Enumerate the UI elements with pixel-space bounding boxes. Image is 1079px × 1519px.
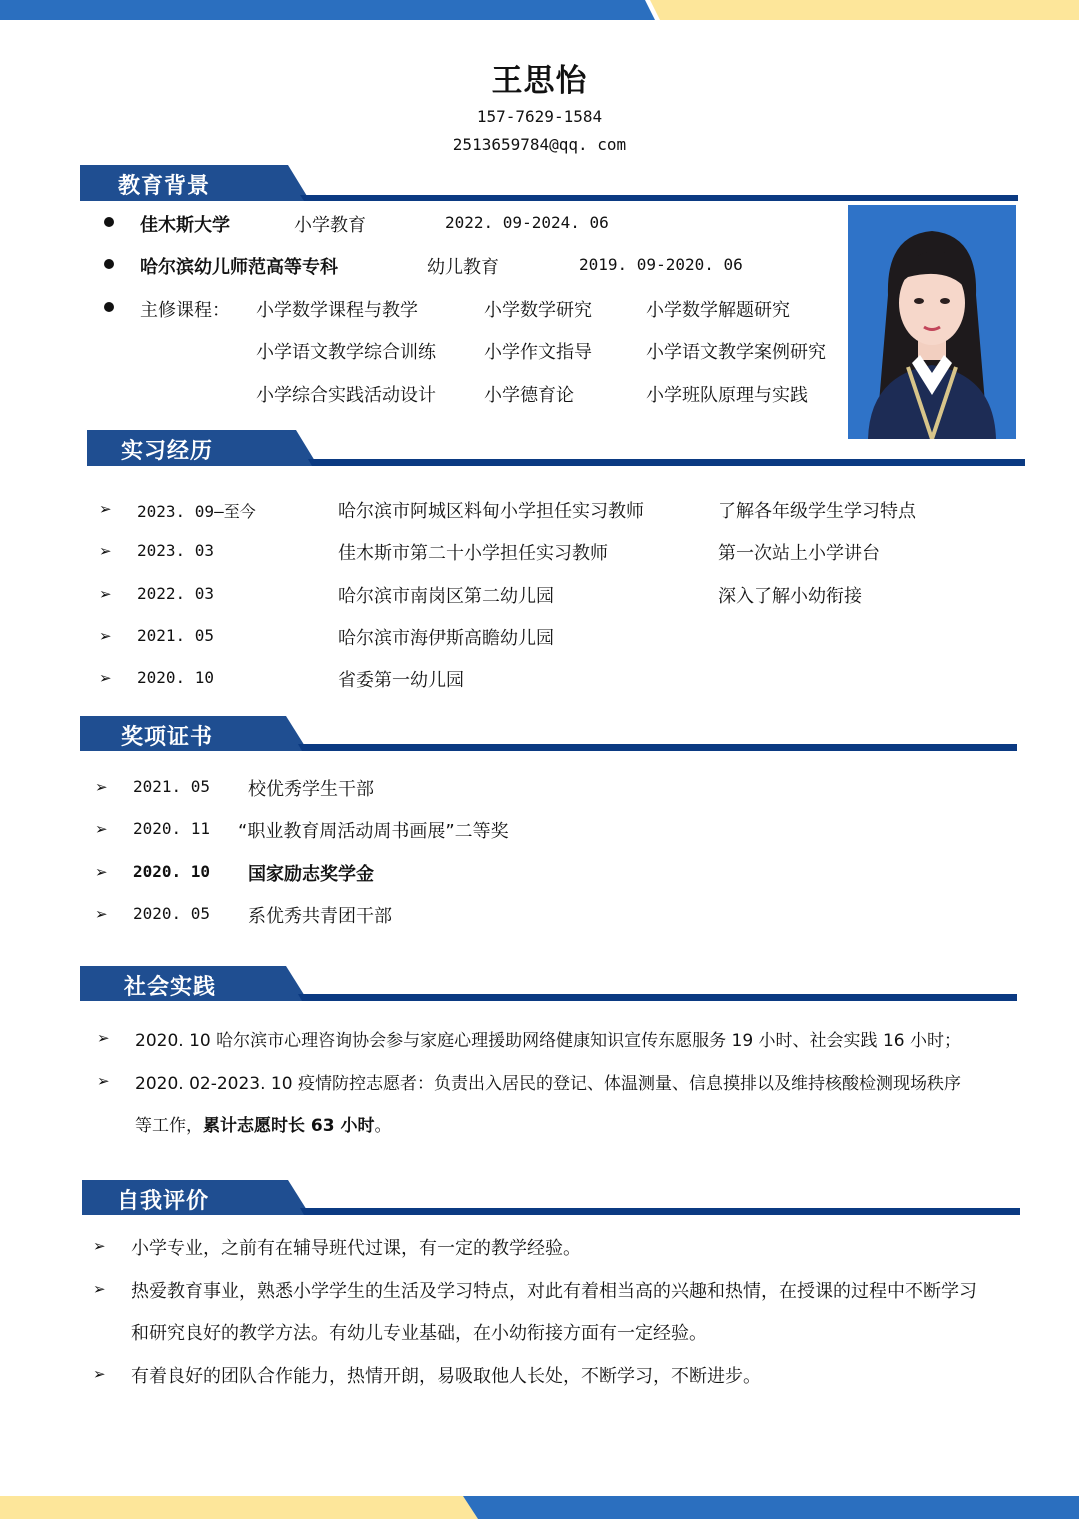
intern-note: 了解各年级学生学习特点 bbox=[718, 501, 916, 522]
candidate-name: 王思怡 bbox=[491, 63, 588, 99]
practice-item-continued bbox=[135, 1111, 392, 1136]
intern-date: 2020. 10 bbox=[137, 668, 215, 687]
school-name: 哈尔滨幼儿师范高等专科 bbox=[140, 257, 338, 278]
award-name: 校优秀学生干部 bbox=[248, 779, 374, 800]
section-title: 奖项证书 bbox=[121, 725, 214, 750]
highlight-text: 累计志愿时长 63 小时 bbox=[203, 1116, 375, 1136]
self-eval-item: 小学专业，之前有在辅导班代过课，有一定的教学经验。 bbox=[131, 1238, 581, 1259]
phone-number: 157-7629-1584 bbox=[476, 107, 603, 126]
award-name: 国家励志奖学金 bbox=[248, 864, 374, 885]
intern-place: 哈尔滨市阿城区料甸小学担任实习教师 bbox=[338, 501, 644, 522]
bullet-arrow-icon: ➢ bbox=[95, 820, 108, 838]
intern-note: 深入了解小幼衔接 bbox=[718, 586, 862, 607]
bullet-arrow-icon: ➢ bbox=[99, 669, 112, 687]
award-date: 2020. 05 bbox=[133, 904, 211, 923]
course-item: 小学数学研究 bbox=[484, 300, 592, 321]
intern-date: 2022. 03 bbox=[137, 584, 215, 603]
award-date: 2020. 10 bbox=[133, 862, 211, 881]
bullet-arrow-icon: ➢ bbox=[99, 627, 112, 645]
bullet-dot bbox=[104, 217, 114, 227]
course-item: 小学数学解题研究 bbox=[646, 300, 790, 321]
bullet-dot bbox=[104, 302, 114, 312]
intern-date: 2023. 09—至今 bbox=[137, 502, 256, 521]
profile-photo bbox=[848, 205, 1016, 439]
bullet-arrow-icon: ➢ bbox=[99, 500, 112, 518]
intern-date: 2021. 05 bbox=[137, 626, 215, 645]
bullet-arrow-icon: ➢ bbox=[99, 585, 112, 603]
intern-place: 佳木斯市第二十小学担任实习教师 bbox=[338, 543, 608, 564]
period: 2019. 09-2020. 06 bbox=[579, 255, 743, 274]
course-item: 小学综合实践活动设计 bbox=[256, 385, 436, 406]
course-item: 小学语文教学案例研究 bbox=[646, 342, 826, 363]
practice-item: 2020. 02-2023. 10 疫情防控志愿者：负责出入居民的登记、体温测量、信息摸排以及维持核酸检测现场秩序 bbox=[135, 1074, 961, 1094]
section-title: 自我评价 bbox=[117, 1189, 210, 1214]
self-eval-item: 有着良好的团队合作能力，热情开朗，易吸取他人长处，不断学习，不断进步。 bbox=[131, 1366, 761, 1387]
intern-place: 省委第一幼儿园 bbox=[338, 670, 464, 691]
section-title: 实习经历 bbox=[121, 439, 214, 464]
course-item: 小学语文教学综合训练 bbox=[256, 342, 436, 363]
section-practice-header bbox=[0, 966, 1079, 1006]
courses-label: 主修课程： bbox=[140, 300, 230, 321]
bullet-arrow-icon: ➢ bbox=[97, 1072, 110, 1090]
course-item: 小学德育论 bbox=[484, 385, 574, 406]
major: 小学教育 bbox=[294, 215, 366, 236]
bullet-arrow-icon: ➢ bbox=[99, 542, 112, 560]
bullet-arrow-icon: ➢ bbox=[93, 1237, 106, 1255]
section-awards-header bbox=[0, 716, 1079, 756]
plain-text: 。 bbox=[374, 1116, 392, 1136]
intern-place: 哈尔滨市海伊斯高瞻幼儿园 bbox=[338, 628, 554, 649]
section-title: 教育背景 bbox=[118, 174, 211, 199]
plain-text: 等工作， bbox=[135, 1116, 203, 1136]
bullet-arrow-icon: ➢ bbox=[93, 1365, 106, 1383]
bullet-dot bbox=[104, 259, 114, 269]
self-eval-item: 热爱教育事业，熟悉小学学生的生活及学习特点，对此有着相当高的兴趣和热情，在授课的过程中不断学习 bbox=[131, 1281, 977, 1302]
intern-note: 第一次站上小学讲台 bbox=[718, 543, 880, 564]
bullet-arrow-icon: ➢ bbox=[95, 863, 108, 881]
section-self-eval-header bbox=[0, 1180, 1079, 1220]
bullet-arrow-icon: ➢ bbox=[93, 1280, 106, 1298]
section-education-header bbox=[0, 165, 1079, 205]
course-item: 小学数学课程与教学 bbox=[256, 300, 418, 321]
intern-date: 2023. 03 bbox=[137, 541, 215, 560]
award-date: 2020. 11 bbox=[133, 819, 211, 838]
course-item: 小学班队原理与实践 bbox=[646, 385, 808, 406]
section-title: 社会实践 bbox=[124, 975, 217, 1000]
bullet-arrow-icon: ➢ bbox=[95, 905, 108, 923]
school-name: 佳木斯大学 bbox=[140, 215, 230, 236]
email-address: 2513659784@qq. com bbox=[452, 135, 627, 154]
intern-place: 哈尔滨市南岗区第二幼儿园 bbox=[338, 586, 554, 607]
award-name: “职业教育周活动周书画展”二等奖 bbox=[238, 821, 509, 842]
self-eval-item-continued: 和研究良好的教学方法。有幼儿专业基础，在小幼衔接方面有一定经验。 bbox=[131, 1323, 707, 1344]
period: 2022. 09-2024. 06 bbox=[445, 213, 609, 232]
award-date: 2021. 05 bbox=[133, 777, 211, 796]
top-decor-band bbox=[0, 0, 1079, 20]
bullet-arrow-icon: ➢ bbox=[97, 1029, 110, 1047]
course-item: 小学作文指导 bbox=[484, 342, 592, 363]
major: 幼儿教育 bbox=[427, 257, 499, 278]
award-name: 系优秀共青团干部 bbox=[248, 906, 392, 927]
practice-item: 2020. 10 哈尔滨市心理咨询协会参与家庭心理援助网络健康知识宣传东愿服务 19 小时、社会实践 16 小时； bbox=[135, 1031, 961, 1051]
section-internship-header bbox=[0, 430, 1079, 470]
bullet-arrow-icon: ➢ bbox=[95, 778, 108, 796]
bottom-decor-band bbox=[0, 1496, 1079, 1519]
